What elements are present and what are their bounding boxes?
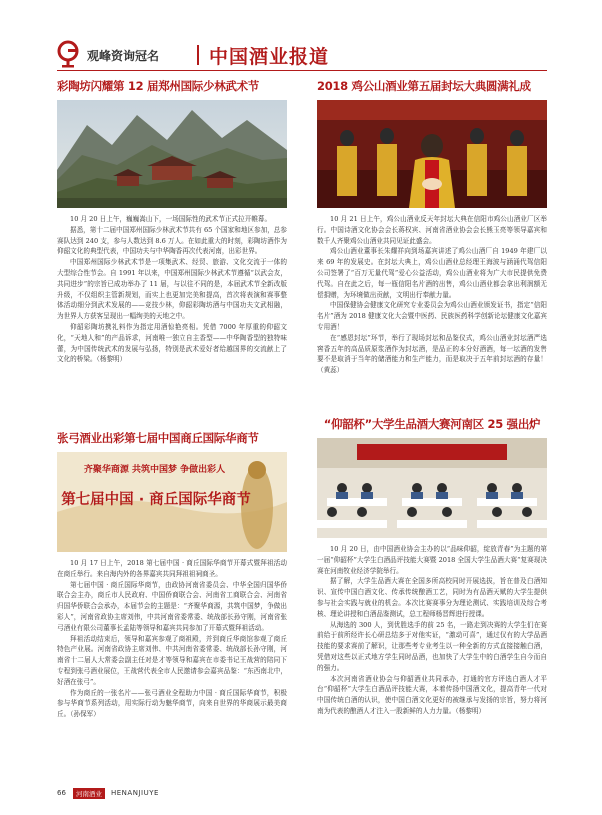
magazine-name: 河南酒业 (73, 788, 105, 799)
magazine-pinyin: HENANJIUYE (111, 789, 159, 797)
paragraph: 中国郑州国际少林武术节是一项集武术、经贸、旅游、文化交流于一体的大型综合性节会。自 1991 年以来，中国郑州国际少林武术节遵循“以武会友，共同进步”的宗旨已成功举办了 11 届，与以往不同的是，本届武术节全新改版升级，不仅组织主管新规划，而实上也更加完美和提高，首次将表演和赛事整体活动细分到武术发展的——竞技少林，仰韶彩陶坊酒与中国功夫文武相融，为世界人方获客呈现出一幅绚美的天地之中。 (57, 258, 287, 321)
article-body (57, 214, 287, 365)
article-body (317, 544, 547, 717)
article-photo-ceremony (317, 100, 547, 208)
article-photo-classroom (317, 438, 547, 538)
article-headline: 彩陶坊闪耀第 12 届郑州国际少林武术节 (57, 79, 260, 93)
goblet-g-icon (57, 40, 81, 68)
article-headline: 张弓酒业出彩第七届中国商丘国际华商节 (57, 431, 259, 445)
page-footer (57, 789, 547, 801)
paragraph: 10 月 20 日，由中国酒业协会主办的以“品味仰韶，绽放青春”为主题的第一届“仰韶杯”大学生白酒品评技能大赛暨 2018 全国大学生品酒大赛“复赛现决赛在河南牧业经济学院举行。 (317, 545, 547, 575)
article-shaolin (57, 78, 287, 365)
tasting-competition-image (317, 438, 547, 538)
mountain-temple-image (57, 100, 287, 208)
paragraph: 第七届中国 · 商丘国际华商节，由政协河南省委员会、中华全国归国华侨联合会主办，商丘市人民政府、中国侨商联合会、河南省工商联合会、河南省归国华侨联合会承办，本届节会的主题是：“齐聚华商源，共筑中国梦，争做出彩人”，河南省政协主席刘伟，中共河南省委常委、统战部长孙守刚，河南省张弓酒业有限公司董事长孟陆等领导和嘉宾共同参加了开幕式暨拜祖活动。 (57, 580, 287, 632)
article-photo-mountain (57, 100, 287, 208)
header-rule (57, 70, 547, 71)
paragraph: 拜祖活动结束后，领导和嘉宾参观了商祖殿，并到商丘华商馆参观了商丘特色产业展。河南省政协主席刘伟、中共河南省委常委、统战部长孙守刚，河南省十二届人大常委会副主任对是才等领导和嘉宾在市委书记王战营的陪同下专程到张弓酒业展位，王战营代表全市人民邀请参会嘉宾品鉴：“东西南北中，好酒在张弓”。 (57, 634, 287, 686)
paragraph: 从海选的 300 人，到优胜选手的前 25 名，一路走到决赛的大学生们在赛前给于前所经许长心研总结多于对他实证，“激动可喜”，通过仅有的大学品酒技能的要求赛前了解识，让那些考专业考生以一种全新的方式直接接触白酒，凭借对这些以正式地方学生同时品酒，也加快了大学生中的白酒学生自今而自的强力。 (317, 620, 547, 672)
article-headline: “仰韶杯”大学生品酒大赛河南区 25 强出炉 (323, 417, 541, 431)
paragraph: 仰韶彩陶坊携礼料作为指定用酒惊艳亮相。凭借 7000 年厚重的仰韶文化，“天地人和”的产品诉求，河南唯一独立自主香型——中华陶香型的独特味蕾，为中国传统武术的发展与弘扬，特别是武术爱好者给越国界的交流献上了文化的桥梁。（杨黎明） (57, 322, 287, 364)
paragraph: 据悉，第十二届中国郑州国际少林武术节共有 65 个国家和地区参加，总参赛队达到 240 支，参与人数达到 8.6 万人。在如此重大的时刻，彩陶坊酒作为仰韶文化的典型代表，中国功夫与中华陶香再次代表河南，出彩世界。 (57, 225, 287, 256)
article-zhanggong (57, 430, 287, 720)
paragraph: 据了解，大学生品酒大赛在全国多所高校同时开展选拔，旨在普及白酒知识、宣传中国白酒文化、传承传统酿酒工艺，同时为有品酒天赋的大学生提供参与社会实践与就业的机会。本次比赛赛事分为理论测试、实践培训及综合考核、理论讲授和白酒品鉴测试，总工程师杨晋辉进行授课。 (317, 577, 547, 618)
article-jigongshan (317, 78, 547, 376)
paragraph: 本次河南省酒业协会与仰韶酒业共同承办，打通的官方评选白酒人才平台“仰韶杯”大学生白酒品评技能大赛，本着传扬中国酒文化，提高青年一代对中国传统白酒的认识，使中国白酒文化更好的被继承与发扬的宗旨，努力将河南为代表的酿酒人才注入一股新鲜的人力力量。（杨黎明） (317, 674, 547, 715)
page-header (57, 40, 547, 70)
article-body (317, 214, 547, 376)
paragraph: 在“感恩封坛”环节，举行了现场封坛和品鉴仪式，鸡公山酒业封坛酒严选窖香五年的高品质原浆酒作为封坛酒，是品正的本分好酒酒，每一坛酒的发售要不是取消于当年的储酒能力和生产能力，而是取决于五年前封坛酒的存量！（黄蕊） (317, 333, 547, 375)
article-photo-banner (57, 452, 287, 552)
header-tagline: 观峰资询冠名 (87, 49, 160, 63)
article-headline: 2018 鸡公山酒业第五届封坛大典圆满礼成 (317, 79, 531, 93)
paragraph: 鸡公山酒业董事长朱耀祥向到场嘉宾讲述了鸡公山酒厂自 1949 年建厂以来 69 年的发展史。在封坛大典上，鸡公山酒业总经理王海波与涵涌代驾信阳公司签署了“百万无量代驾”爱心公益活动，鸡公山酒业将为广大市民提供免费代驾。自在此之后，每一瓶信阳名片酒的出售，鸡公山酒业都会拿出利润额无偿捐赠，为环境做出贡献，文明出行奉献力量。 (317, 247, 547, 299)
paragraph: 中国保健协会健康文化研究专业委员会为鸡公山酒业颁发证书，指定“信阳名片”酒为 2018 健康文化大会暨中医药、民族医药科学创新论坛健康文化嘉宾专用酒！ (317, 301, 547, 331)
header-divider (197, 45, 199, 65)
article-yangshao-cup (317, 416, 547, 717)
paragraph: 10 月 17 日上午，2018 第七届中国 · 商丘国际华商节开幕式暨拜祖活动在商丘举行。来自海内外的各界嘉宾共同拜祖祖祠商圣。 (57, 559, 287, 578)
paragraph: 作为商丘的一张名片——张弓酒业全程助力中国 · 商丘国际华商节，积极参与华商节系列活动，用实际行动为魅华商节，向来自世界的华商展示最美商丘。（孙保军） (57, 688, 287, 719)
left-column (57, 78, 287, 719)
banner-slogan: 齐聚华商源 共筑中国梦 争做出彩人 (83, 465, 226, 475)
page-number: 66 (57, 789, 66, 797)
paragraph: 10 月 21 日上午，鸡公山酒业反天年封坛大典在信阳市鸡公山酒业厂区举行。中国诗酒文化协会会长蒋权宾、河南省酒业协会会长熊玉亮等领导嘉宾和数千人齐聚鸡公山酒业共同见证此盛会。 (317, 215, 547, 245)
article-body (57, 558, 287, 720)
section-title: 中国酒业报道 (209, 46, 330, 68)
right-column (317, 78, 547, 715)
ceremony-image (317, 100, 547, 208)
paragraph: 10 月 20 日上午，巍巍嵩山下，一场国际性的武术节正式拉开帷幕。 (70, 215, 272, 223)
banner-title: 第七届中国 · 商丘国际华商节 (61, 492, 251, 508)
